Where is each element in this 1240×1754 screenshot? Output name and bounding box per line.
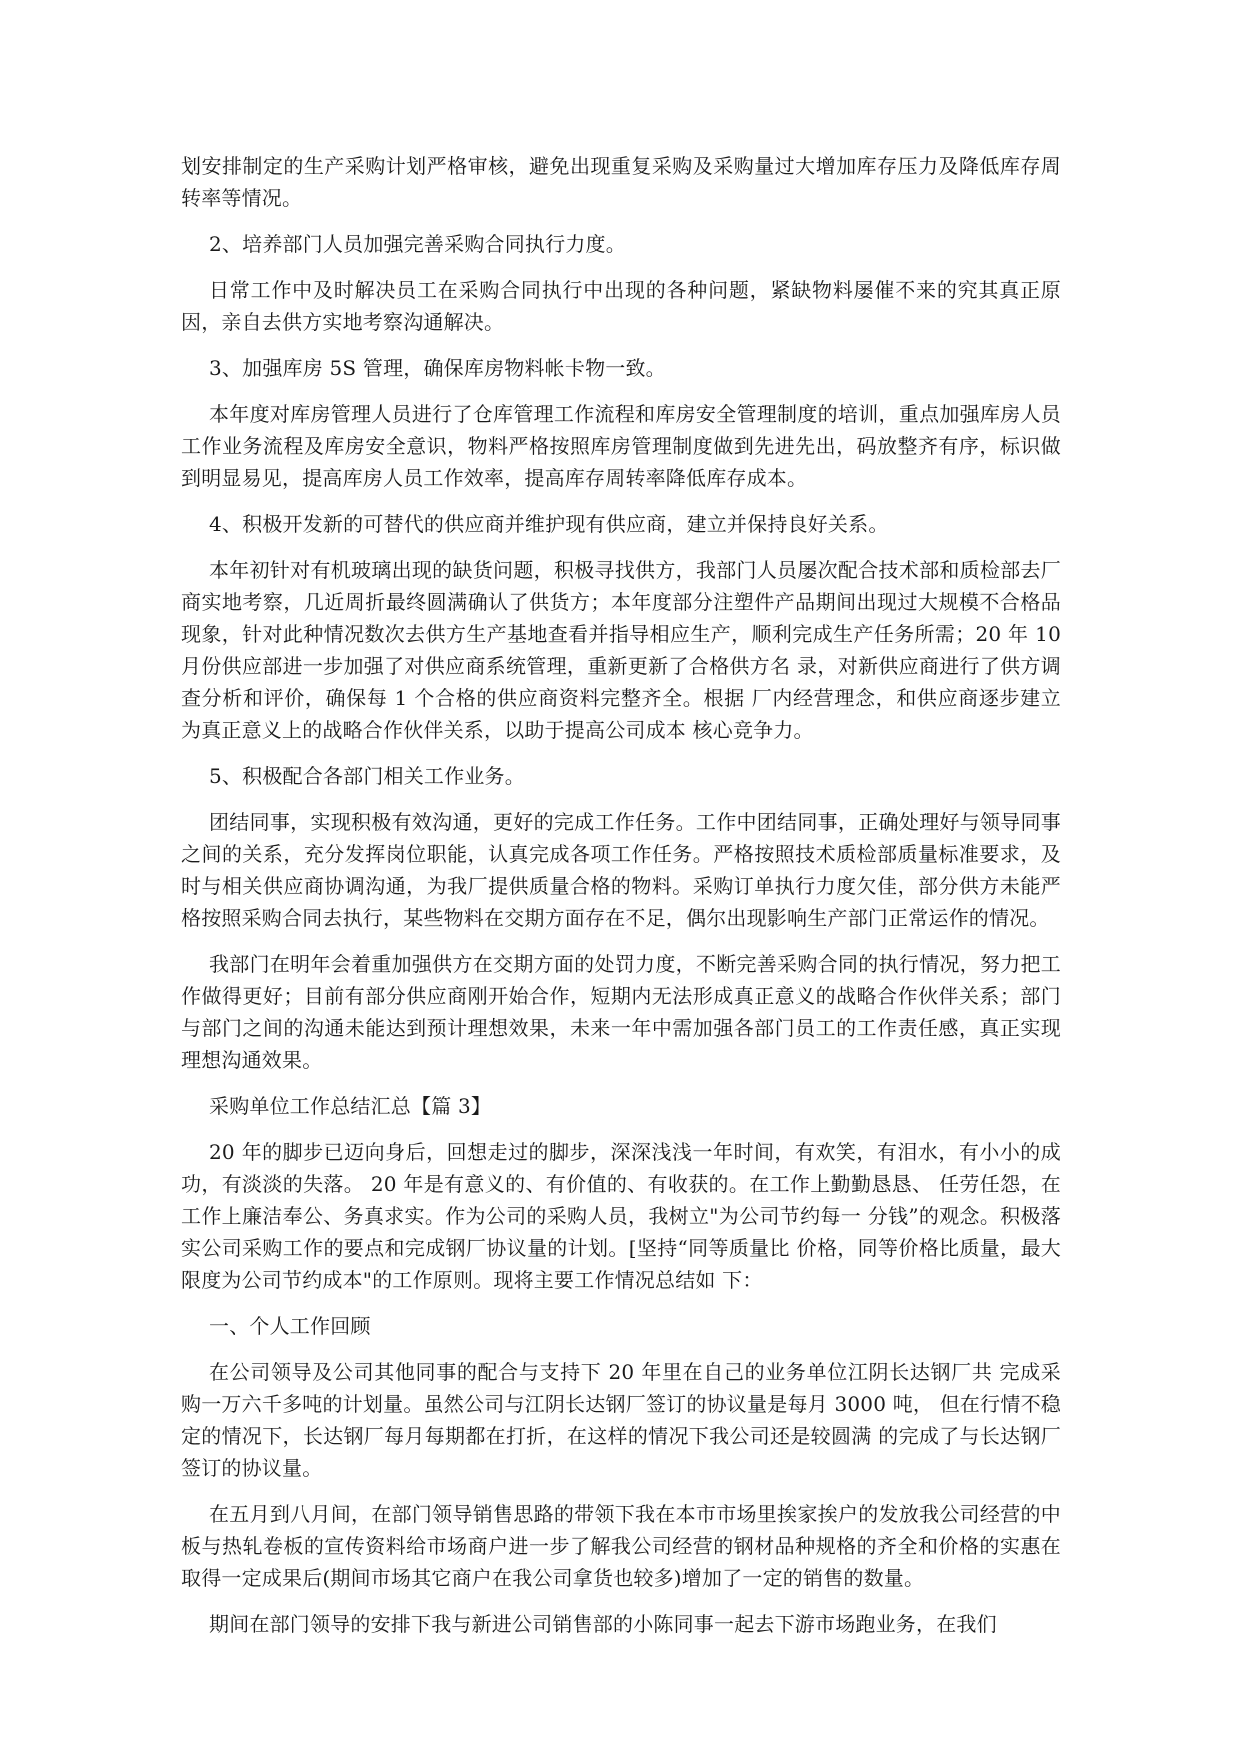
section-heading: 一、个人工作回顾 — [209, 1314, 371, 1338]
paragraph: 在公司领导及公司其他同事的配合与支持下 20 年里在自己的业务单位江阴长达钢厂共 完成采购一万六千多吨的计划量。虽然公司与江阴长达钢厂签订的协议量是每月 3000 吨， 但在行情不稳定的情况下，长达钢厂每月每期都在打折，在这样的情况下我公司还是较圆满 的完成了与长达钢厂签订的协议量。 — [181, 1360, 1061, 1480]
paragraph: 本年初针对有机玻璃出现的缺货问题，积极寻找供方，我部门人员屡次配合技术部和质检部去厂商实地考察，几近周折最终圆满确认了供货方；本年度部分注塑件产品期间出现过大规模不合格品现象，针对此种情况数次去供方生产基地查看并指导相应生产，顺利完成生产任务所需；20 年 10 月份供应部进一步加强了对供应商系统管理，重新更新了合格供方名 录，对新供应商进行了供方调查分析和评价，确保每 1 个合格的供应商资料完整齐全。根据 厂内经营理念，和供应商逐步建立为真正意义上的战略合作伙伴关系，以助于提高公司成本 核心竞争力。 — [181, 558, 1061, 742]
list-heading-4: 4、积极开发新的可替代的供应商并维护现有供应商，建立并保持良好关系。 — [209, 512, 889, 536]
section-title: 采购单位工作总结汇总【篇 3】 — [209, 1094, 492, 1118]
paragraph: 本年度对库房管理人员进行了仓库管理工作流程和库房安全管理制度的培训，重点加强库房人员工作业务流程及库房安全意识，物料严格按照库房管理制度做到先进先出，码放整齐有序，标识做到明显易见，提高库房人员工作效率，提高库存周转率降低库存成本。 — [181, 402, 1061, 490]
paragraph: 团结同事，实现积极有效沟通，更好的完成工作任务。工作中团结同事，正确处理好与领导同事之间的关系，充分发挥岗位职能，认真完成各项工作任务。严格按照技术质检部质量标准要求，及时与相关供应商协调沟通，为我厂提供质量合格的物料。采购订单执行力度欠佳，部分供方未能严格按照采购合同去执行，某些物料在交期方面存在不足，偶尔出现影响生产部门正常运作的情况。 — [181, 810, 1061, 930]
paragraph: 20 年的脚步已迈向身后，回想走过的脚步，深深浅浅一年时间，有欢笑，有泪水，有小小的成功，有淡淡的失落。 20 年是有意义的、有价值的、有收获的。在工作上勤勤恳恳、 任劳任怨，在工作上廉洁奉公、务真求实。作为公司的采购人员，我树立"为公司节约每一 分钱”的观念。积极落实公司采购工作的要点和完成钢厂协议量的计划。[坚持“同等质量比 价格，同等价格比质量，最大限度为公司节约成本"的工作原则。现将主要工作情况总结如 下： — [181, 1140, 1061, 1292]
paragraph: 我部门在明年会着重加强供方在交期方面的处罚力度，不断完善采购合同的执行情况，努力把工作做得更好；目前有部分供应商刚开始合作，短期内无法形成真正意义的战略合作伙伴关系；部门与部门之间的沟通未能达到预计理想效果，未来一年中需加强各部门员工的工作责任感，真正实现理想沟通效果。 — [181, 952, 1061, 1072]
paragraph: 期间在部门领导的安排下我与新进公司销售部的小陈同事一起去下游市场跑业务，在我们 — [209, 1612, 997, 1636]
list-heading-3: 3、加强库房 5S 管理，确保库房物料帐卡物一致。 — [209, 356, 666, 380]
document-body — [181, 150, 1061, 1654]
list-heading-5: 5、积极配合各部门相关工作业务。 — [209, 764, 525, 788]
paragraph-continuation: 划安排制定的生产采购计划严格审核，避免出现重复采购及采购量过大增加库存压力及降低库存周转率等情况。 — [181, 154, 1061, 210]
paragraph: 日常工作中及时解决员工在采购合同执行中出现的各种问题，紧缺物料屡催不来的究其真正原因，亲自去供方实地考察沟通解决。 — [181, 278, 1061, 334]
paragraph: 在五月到八月间，在部门领导销售思路的带领下我在本市市场里挨家挨户的发放我公司经营的中板与热轧卷板的宣传资料给市场商户进一步了解我公司经营的钢材品种规格的齐全和价格的实惠在取得一定成果后(期间市场其它商户在我公司拿货也较多)增加了一定的销售的数量。 — [181, 1502, 1061, 1590]
list-heading-2: 2、培养部门人员加强完善采购合同执行力度。 — [209, 232, 626, 256]
